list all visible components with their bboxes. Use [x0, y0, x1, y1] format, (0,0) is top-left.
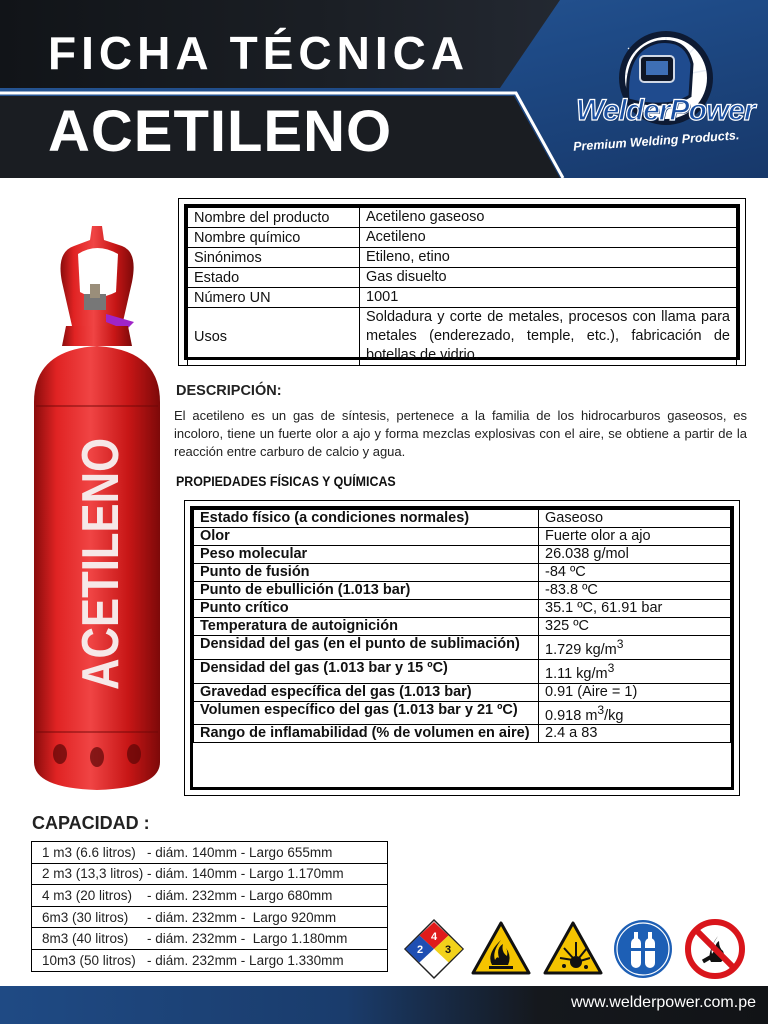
- property-key: Gravedad específica del gas (1.013 bar): [194, 683, 539, 701]
- table-row: [194, 510, 731, 528]
- properties-heading: PROPIEDADES FÍSICAS Y QUÍMICAS: [176, 474, 396, 489]
- property-value: 0.918 $m^3/kg$: [539, 701, 731, 725]
- property-value: 1.729 $kg/m^3$: [539, 636, 731, 660]
- property-key: Estado físico (a condiciones normales): [194, 510, 539, 528]
- logo-tagline: Premium Welding Products.: [572, 128, 740, 154]
- property-value: 2.4 a 83: [539, 725, 731, 743]
- table-row: [32, 842, 388, 864]
- product-value: Acetileno: [360, 228, 737, 248]
- flammable-icon: [470, 918, 532, 980]
- table-row: [194, 582, 731, 600]
- cylinder-label: ACETILENO: [72, 389, 130, 690]
- property-value: 26.038 g/mol: [539, 546, 731, 564]
- footer-website-link[interactable]: www.welderpower.com.pe: [571, 994, 756, 1011]
- capacity-heading: CAPACIDAD :: [32, 813, 150, 833]
- table-row: [32, 949, 388, 971]
- table-row: [194, 528, 731, 546]
- header-title-line2: ACETILENO: [48, 99, 393, 164]
- property-key: Volumen específico del gas (1.013 bar y 21 ºC): [194, 701, 539, 725]
- header-banner: [0, 0, 768, 178]
- property-value: Gaseoso: [539, 510, 731, 528]
- header-title-line1: FICHA TÉCNICA: [48, 27, 470, 79]
- capacity-row: 4 m3 (20 litros) - diám. 232mm - Largo 680mm: [32, 885, 388, 907]
- no-open-flame-icon: [684, 918, 746, 980]
- property-key: Punto de ebullición (1.013 bar): [194, 582, 539, 600]
- gas-cylinders-icon: [612, 918, 674, 980]
- property-value: 1.11 $kg/m^3$: [539, 659, 731, 683]
- property-value: 0.91 (Aire = 1): [539, 683, 731, 701]
- capacity-table: [31, 841, 388, 972]
- table-row: [32, 906, 388, 928]
- table-row: [194, 636, 731, 660]
- table-row: [32, 863, 388, 885]
- property-value: Fuerte olor a ajo: [539, 528, 731, 546]
- table-row: [194, 564, 731, 582]
- property-value: -83.8 ºC: [539, 582, 731, 600]
- property-value: -84 ºC: [539, 564, 731, 582]
- acetylene-cylinder-image: [22, 222, 172, 792]
- capacity-row: 2 m3 (13,3 litros) - diám. 140mm - Largo 1.170mm: [32, 863, 388, 885]
- product-value: Etileno, etino: [360, 248, 737, 268]
- property-value: 35.1 ºC, 61.91 bar: [539, 600, 731, 618]
- description-text: El acetileno es un gas de síntesis, pertenece a la familia de los hidrocarburos gaseosos, es incoloro, tiene un fuerte olor a ajo y forma mezclas explosivas con el aire, se obtiene a partir de la reacción entre carburo de calcio y agua.: [174, 408, 747, 459]
- product-info-table: [178, 198, 746, 366]
- product-key: Número UN: [188, 288, 360, 308]
- capacity-row: 6m3 (30 litros) - diám. 232mm - Largo 920mm: [32, 906, 388, 928]
- description-heading: DESCRIPCIÓN:: [176, 383, 282, 399]
- product-value: Acetileno gaseoso: [360, 208, 737, 228]
- property-key: Olor: [194, 528, 539, 546]
- table-row: [32, 885, 388, 907]
- capacity-row: 10m3 (50 litros) - diám. 232mm - Largo 1.330mm: [32, 949, 388, 971]
- welderpower-logo: [568, 30, 760, 160]
- table-row: [188, 268, 737, 288]
- explosive-icon: [542, 918, 604, 980]
- table-row: [194, 683, 731, 701]
- table-row: [188, 248, 737, 268]
- property-key: Temperatura de autoignición: [194, 618, 539, 636]
- product-value: 1001: [360, 288, 737, 308]
- property-key: Densidad del gas (1.013 bar y 15 ºC): [194, 659, 539, 683]
- property-key: Peso molecular: [194, 546, 539, 564]
- footer-bar: [0, 986, 768, 1024]
- table-row: [194, 725, 731, 743]
- product-key: Estado: [188, 268, 360, 288]
- table-row: [194, 618, 731, 636]
- table-row: [188, 228, 737, 248]
- capacity-row: 8m3 (40 litros) - diám. 232mm - Largo 1.180mm: [32, 928, 388, 950]
- table-row: [188, 208, 737, 228]
- table-row: [32, 928, 388, 950]
- product-key: Nombre químico: [188, 228, 360, 248]
- product-key: Nombre del producto: [188, 208, 360, 228]
- nfpa-health: 2: [416, 944, 424, 956]
- nfpa-reactivity: 3: [444, 944, 452, 956]
- table-row: [194, 701, 731, 725]
- table-row: [188, 308, 737, 366]
- table-row: [194, 600, 731, 618]
- nfpa-diamond-icon: [403, 918, 465, 980]
- properties-table: [184, 500, 740, 796]
- property-key: Densidad del gas (en el punto de sublimación): [194, 636, 539, 660]
- product-key: Sinónimos: [188, 248, 360, 268]
- product-key: Usos: [188, 308, 360, 366]
- logo-brand-text: WelderPower: [576, 94, 755, 127]
- table-row: [188, 288, 737, 308]
- product-value: Gas disuelto: [360, 268, 737, 288]
- nfpa-flammability: 4: [430, 931, 438, 943]
- property-key: Punto de fusión: [194, 564, 539, 582]
- property-key: Rango de inflamabilidad (% de volumen en aire): [194, 725, 539, 743]
- property-value: 325 ºC: [539, 618, 731, 636]
- product-value: Soldadura y corte de metales, procesos con llama para metales (enderezado, temple, etc.), fabricación de botellas de vidrio.: [360, 308, 737, 366]
- property-key: Punto crítico: [194, 600, 539, 618]
- table-row: [194, 546, 731, 564]
- table-row: [194, 659, 731, 683]
- capacity-row: 1 m3 (6.6 litros) - diám. 140mm - Largo 655mm: [32, 842, 388, 864]
